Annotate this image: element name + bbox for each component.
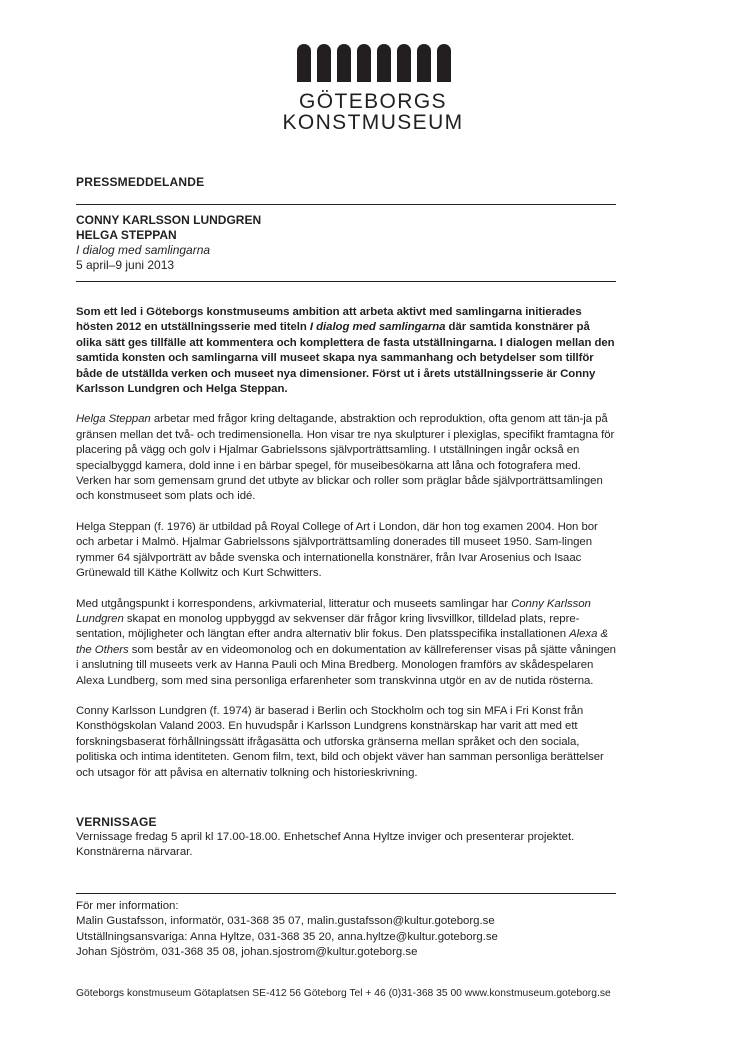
vernissage-section <box>76 815 616 861</box>
artist-name-2: HELGA STEPPAN <box>76 228 177 242</box>
contact-heading: För mer information: <box>76 900 179 912</box>
logo-line-2: KONSTMUSEUM <box>282 111 464 134</box>
pillars-logo-icon <box>2 44 746 82</box>
paragraph-lundgren-intro: Med utgångspunkt i korrespondens, arkivmaterial, litteratur och museets samlingar har Conny Karlsson Lundgren skapat en monolog uppbyggd av sekvenser där frågor kring livsvillkor, tilldelad plats, repre-sentation, möjligheter och längtan efter andra alternativ blir fokus. Den platsspecifika installationen Alexa & the Others som består av en videomonolog och en dokumentation av källreferenser visas på sjätte våningen i anslutning till museets verk av Hanna Pauli och Mina Bredberg. Monologen framförs av skådespelaren Alexa Lundberg, som med sina personliga erfarenheter som transkvinna utgör en av de nutida rösterna. <box>76 597 616 687</box>
article-body <box>76 305 616 781</box>
divider-title <box>76 281 616 282</box>
exhibition-series: I dialog med samlingarna <box>76 243 211 257</box>
logo-line-1: GÖTEBORGS <box>299 90 447 113</box>
paragraph-steppan-bio: Helga Steppan (f. 1976) är utbildad på Royal College of Art i London, där hon tog examen 2004. Hon bor och arbetar i Malmö. Hjalmar Gabrielssons självporträttsamling donerades till museet 1950. Sam-lingen rymmer 64 självporträtt av både svenska och internationella konstnärer, från Ivar Arosenius och Isaac Grünewald till Käthe Kollwitz och Kurt Schwitters. <box>76 520 598 580</box>
contact-line-3: Johan Sjöström, 031-368 35 08, johan.sjostrom@kultur.goteborg.se <box>76 946 418 959</box>
divider-contact <box>76 893 616 894</box>
contact-section <box>76 899 616 961</box>
paragraph-steppan-intro: Helga Steppan arbetar med frågor kring deltagande, abstraktion och reproduktion, ofta genom att tän-ja på gränsen mellan det två- och tredimensionella. Hon visar tre nya skulpturer i plexiglas, specifikt framtagna för placering på vägg och golv i Hjalmar Gabrielssons självporträttsamling. I utställningen ingår också en specialbyggd kamera, dold inne i en bärbar spegel, för museibesökarna att låna och fotografera med. Verken har som gemensam grund det utbyte av blickar och roller som präglar både självporträttsamlingen och konstmuseet som plats och idé. <box>76 413 615 503</box>
lead-paragraph: Som ett led i Göteborgs konstmuseums ambition att arbeta aktivt med samlingarna initierades hösten 2012 en utställningsserie med titeln I dialog med samlingarna där samtida konstnärer på olika sätt ges tillfälle att kommentera och komplettera de fasta utställningarna. I dialogen mellan den samtida konsten och samlingarna vill museet skapa nya sammanhang och betydelser som tillför både de utställda verken och museet nya dimensioner. Först ut i årets utställningsserie är Conny Karlsson Lundgren och Helga Steppan. <box>76 306 615 396</box>
exhibition-dates: 5 april–9 juni 2013 <box>76 258 175 272</box>
contact-line-1: Malin Gustafsson, informatör, 031-368 35 07, malin.gustafsson@kultur.goteborg.se <box>76 915 495 928</box>
vernissage-line-1: Vernissage fredag 5 april kl 17.00-18.00. Enhetschef Anna Hyltze inviger och presenterar projektet. <box>76 831 575 843</box>
vernissage-heading: VERNISSAGE <box>76 815 157 829</box>
paragraph-lundgren-bio: Conny Karlsson Lundgren (f. 1974) är baserad i Berlin och Stockholm och tog sin MFA i Fri Konst från Konsthögskolan Valand 2003. En huvudspår i Karlsson Lundgrens konstnärskap har varit att med ett forskningsbaserat förhållningssätt ifrågasätta och utforska gränserna mellan språket och den sociala, politiska och intima identiteten. Genom film, text, bild och objekt väver han samman personliga berättelser och utsagor för att påvisa en alternativ tolkning och historieskrivning. <box>76 704 604 779</box>
artist-name-1: CONNY KARLSSON LUNDGREN <box>76 213 262 227</box>
museum-logo <box>0 44 746 133</box>
vernissage-line-2: Konstnärerna närvarar. <box>76 846 193 859</box>
exhibition-title-block <box>76 213 616 273</box>
contact-line-2: Utställningsansvariga: Anna Hyltze, 031-368 35 20, anna.hyltze@kultur.goteborg.se <box>76 930 498 943</box>
divider-top <box>76 204 616 205</box>
footer-address: Göteborgs konstmuseum Götaplatsen SE-412 56 Göteborg Tel + 46 (0)31-368 35 00 www.konstmuseum.goteborg.se <box>76 988 611 999</box>
press-release-label: PRESSMEDDELANDE <box>76 175 205 189</box>
